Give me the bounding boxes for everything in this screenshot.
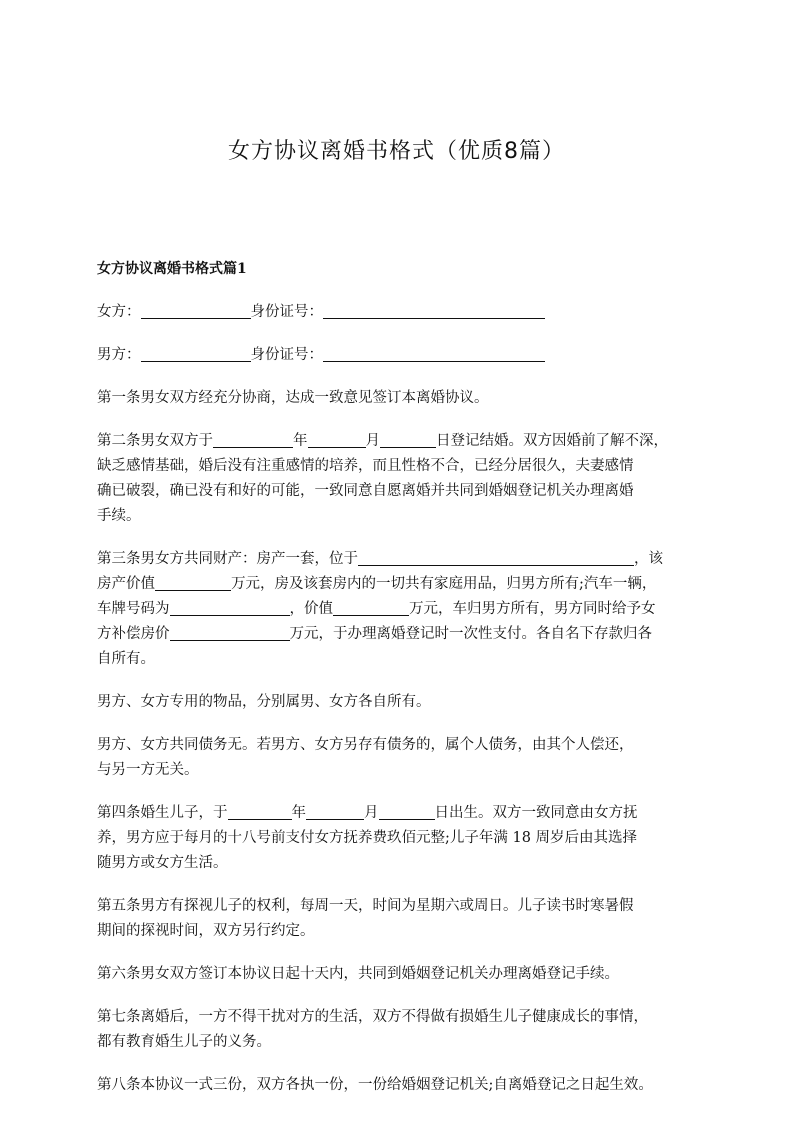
debts-paragraph	[97, 733, 713, 783]
clause-4-day-text: 日出生。双方一致同意由女方抚	[434, 805, 638, 821]
clause-4-month: 月	[364, 805, 379, 821]
compensation-blank[interactable]	[170, 624, 290, 641]
clause-2-line-1	[97, 429, 713, 454]
clause-2-prefix: 第二条男女双方于	[97, 433, 213, 449]
birth-year-blank[interactable]	[228, 803, 292, 820]
debts-line-2: 与另一方无关。	[97, 762, 199, 778]
clause-3	[97, 547, 713, 672]
personal-items-paragraph: 男方、女方专用的物品，分别属男、女方各自所有。	[97, 694, 431, 710]
clause-3-l2-suffix: 万元，房及该套房内的一切共有家庭用品，归男方所有;汽车一辆，	[231, 576, 657, 592]
clause-3-l3-prefix: 车牌号码为	[97, 601, 170, 617]
clause-1: 第一条男女双方经充分协商，达成一致意见签订本离婚协议。	[97, 390, 489, 406]
clause-3-l4-suffix: 万元，于办理离婚登记时一次性支付。各自名下存款归各	[289, 626, 652, 642]
clause-7-line-1: 第七条离婚后，一方不得干扰对方的生活，双方不得做有损婚生儿子健康成长的事情，	[97, 1009, 648, 1025]
wife-name-blank[interactable]	[141, 302, 251, 319]
clause-6: 第六条男女双方签订本协议日起十天内，共同到婚姻登记机关办理离婚登记手续。	[97, 966, 619, 982]
marriage-month-blank[interactable]	[308, 431, 366, 448]
wife-id-blank[interactable]	[323, 302, 545, 319]
clause-3-line-5: 自所有。	[97, 651, 155, 667]
clause-2-line-2: 缺乏感情基础，婚后没有注重感情的培养，而且性格不合，已经分居很久，夫妻感情	[97, 458, 634, 474]
clause-4-line-3: 随男方或女方生活。	[97, 855, 228, 871]
clause-2-year: 年	[293, 433, 308, 449]
clause-4-prefix: 第四条婚生儿子，于	[97, 805, 228, 821]
clause-3-line-1	[97, 547, 713, 572]
clause-4-line-2: 养，男方应于每月的十八号前支付女方抚养费玖佰元整;儿子年满 18 周岁后由其选择	[97, 830, 638, 846]
clause-2-month: 月	[365, 433, 380, 449]
husband-field-row	[97, 343, 713, 368]
clause-2-line-4: 手续。	[97, 508, 141, 524]
clause-3-line-4	[97, 622, 713, 647]
clause-3-l1-prefix: 第三条男女方共同财产：房产一套，位于	[97, 551, 358, 567]
clause-8: 第八条本协议一式三份，双方各执一份，一份给婚姻登记机关;自离婚登记之日起生效。	[97, 1077, 653, 1093]
clause-2-line-3: 确已破裂，确已没有和好的可能，一致同意自愿离婚并共同到婚姻登记机关办理离婚	[97, 483, 634, 499]
birth-month-blank[interactable]	[306, 803, 364, 820]
clause-3-l3-suffix: 万元，车归男方所有，男方同时给予女	[409, 601, 656, 617]
clause-3-l2-prefix: 房产价值	[97, 576, 155, 592]
husband-label: 男方：	[97, 347, 141, 363]
clause-7-line-2: 都有教育婚生儿子的义务。	[97, 1034, 271, 1050]
clause-7	[97, 1005, 713, 1055]
house-address-blank[interactable]	[358, 549, 634, 566]
house-value-blank[interactable]	[155, 574, 231, 591]
marriage-day-blank[interactable]	[380, 431, 436, 448]
birth-day-blank[interactable]	[379, 803, 435, 820]
clause-3-line-2	[97, 572, 713, 597]
document-body	[97, 300, 713, 1116]
wife-label: 女方：	[97, 304, 141, 320]
clause-2-day-text: 日登记结婚。双方因婚前了解不深，	[436, 433, 668, 449]
clause-4-year: 年	[291, 805, 306, 821]
clause-3-l3-mid: ，价值	[289, 601, 333, 617]
clause-2	[97, 429, 713, 529]
marriage-year-blank[interactable]	[213, 431, 293, 448]
page-title: 女方协议离婚书格式（优质8篇）	[228, 139, 565, 164]
plate-number-blank[interactable]	[170, 599, 290, 616]
clause-5	[97, 894, 713, 944]
wife-id-label: 身份证号：	[250, 304, 323, 320]
debts-line-1: 男方、女方共同债务无。若男方、女方另存有债务的，属个人债务，由其个人偿还，	[97, 737, 634, 753]
clause-3-l4-prefix: 方补偿房价	[97, 626, 170, 642]
clause-5-line-2: 期间的探视时间，双方另行约定。	[97, 923, 315, 939]
husband-name-blank[interactable]	[141, 345, 251, 362]
clause-5-line-1: 第五条男方有探视儿子的权利，每周一天，时间为星期六或周日。儿子读书时寒暑假	[97, 898, 634, 914]
husband-id-blank[interactable]	[323, 345, 545, 362]
car-value-blank[interactable]	[333, 599, 409, 616]
clause-3-l1-suffix: ，该	[634, 551, 663, 567]
husband-id-label: 身份证号：	[250, 347, 323, 363]
clause-3-line-3	[97, 597, 713, 622]
clause-4	[97, 801, 713, 876]
section-heading: 女方协议离婚书格式篇1	[97, 261, 247, 277]
clause-4-line-1	[97, 801, 713, 826]
wife-field-row	[97, 300, 713, 325]
